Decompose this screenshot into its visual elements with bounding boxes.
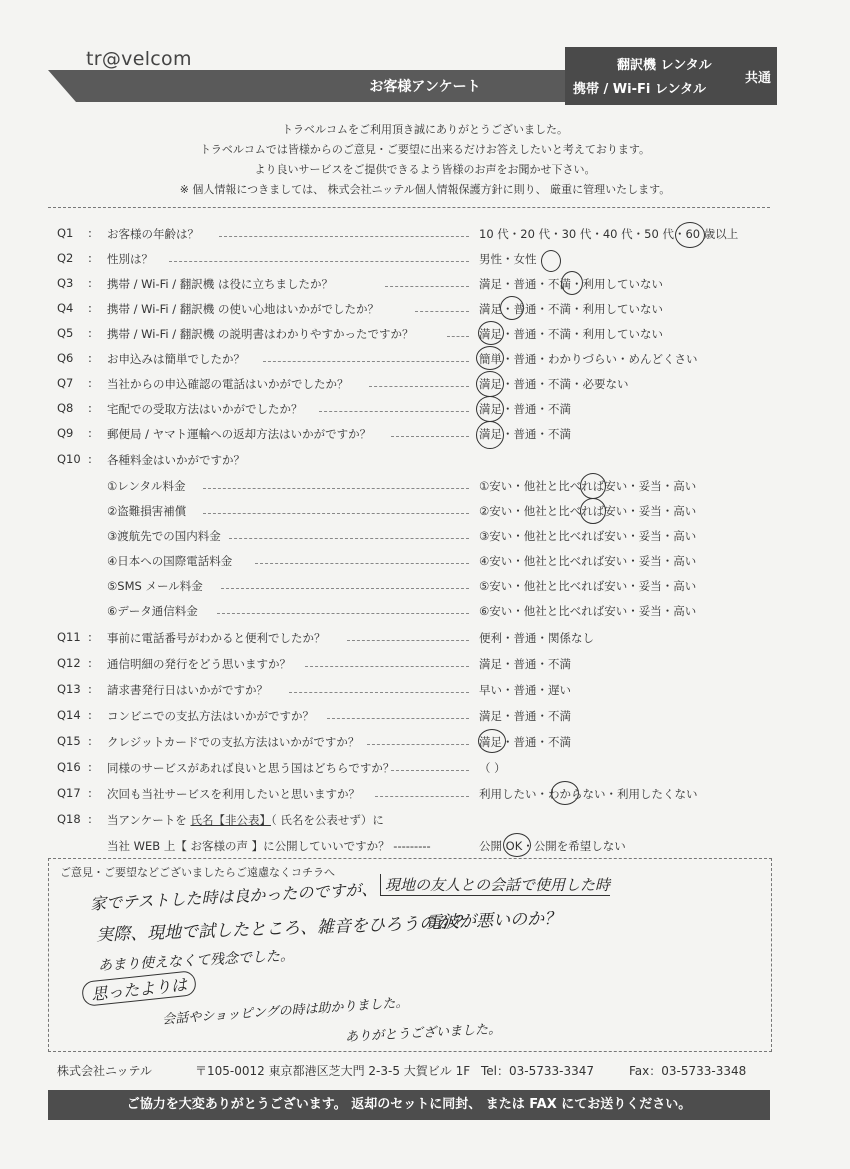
company-logo: tr@velcom — [86, 48, 192, 70]
answer-options[interactable]: 満足・普通・不満 — [479, 709, 571, 723]
answer-options[interactable]: 満足・普通・不満・利用していない — [479, 302, 663, 316]
handwritten-comment: 実際、現地で試したところ、雑音をひろうのか？ — [95, 912, 471, 946]
question-text: 当社からの申込確認の電話はいかがでしたか？ — [107, 377, 349, 391]
question-number: Q13 — [57, 682, 81, 696]
question-text: お申込みは簡単でしたか？ — [107, 352, 245, 366]
question-text: 次回も当社サービスを利用したいと思いますか？ — [107, 787, 360, 801]
handwritten-comment: 会話やショッピングの時は助かりました。 — [161, 995, 409, 1028]
intro-text — [0, 120, 850, 200]
comments-heading: ご意見・ご要望などございましたらご遠慮なくコチラへ — [60, 866, 335, 879]
answer-options[interactable]: 早い・普通・遅い — [479, 683, 571, 697]
question-text: 携帯 / Wi-Fi / 翻訳機 の使い心地はいかがでしたか？ — [107, 302, 379, 316]
intro-line: トラベルコムをご利用頂き誠にありがとうございました。 — [282, 123, 568, 136]
handwritten-comment: あまり使えなくて残念でした。 — [97, 947, 295, 975]
intro-line: より良いサービスをご提供できるよう皆様のお声をお聞かせ下さい。 — [254, 163, 596, 176]
handwritten-circle-mark — [541, 250, 561, 272]
question-text: 当社 WEB 上【 お客様の声 】に公開していいですか？ --------- — [107, 839, 431, 853]
question-text: 事前に電話番号がわかると便利でしたか？ — [107, 631, 326, 645]
question-text: コンビニでの支払方法はいかがですか？ — [107, 709, 314, 723]
question-number: Q2 — [57, 251, 74, 265]
answer-options[interactable]: ①安い・他社と比べれば安い・妥当・高い — [479, 479, 697, 493]
answer-options[interactable]: 満足・普通・不満・必要ない — [479, 377, 629, 391]
question-text: 同様のサービスがあれば良いと思う国はどちらですか？ — [107, 761, 395, 775]
badge-mobile-wifi-rental: 携帯 / Wi-Fi レンタル — [573, 82, 707, 97]
intro-line: ※ 個人情報につきましては、 株式会社ニッテル個人情報保護方針に則り、 厳重に管理いたします。 — [179, 183, 671, 196]
handwritten-comment: 家でテストした時は良かったのですが、 — [89, 879, 378, 914]
answer-options[interactable]: 10 代・20 代・30 代・40 代・50 代・60 歳以上 — [479, 227, 739, 241]
question-number: Q14 — [57, 708, 81, 722]
question-text: お客様の年齢は？ — [107, 227, 199, 241]
badge-translator-rental: 翻訳機 レンタル — [617, 58, 712, 73]
question-number: Q9 — [57, 426, 74, 440]
question-number: Q17 — [57, 786, 81, 800]
question-text — [107, 812, 384, 828]
question-text: 携帯 / Wi-Fi / 翻訳機 は役に立ちましたか？ — [107, 277, 333, 291]
answer-options[interactable]: 満足・普通・不満 — [479, 427, 571, 441]
answer-options[interactable]: 満足・普通・不満 — [479, 735, 571, 749]
answer-options[interactable]: 便利・普通・関係なし — [479, 631, 594, 645]
footer-company: 株式会社ニッテル — [57, 1064, 152, 1078]
question-number: Q1 — [57, 226, 74, 240]
answer-options[interactable]: 男性・女性 — [479, 252, 537, 266]
question-text: 通信明細の発行をどう思いますか？ — [107, 657, 291, 671]
page-title: お客様アンケート — [369, 79, 481, 95]
answer-options[interactable]: 満足・普通・不満 — [479, 657, 571, 671]
handwritten-comment: 思ったよりは — [81, 970, 197, 1007]
q10-item-label: ④日本への国際電話料金 — [107, 554, 233, 568]
q10-item-label: ①レンタル料金 — [107, 479, 186, 493]
badge-common: 共通 — [744, 71, 771, 86]
question-number: Q11 — [57, 630, 81, 644]
q10-item-label: ③渡航先での国内料金 — [107, 529, 221, 543]
question-number: Q16 — [57, 760, 81, 774]
question-number: Q5 — [57, 326, 74, 340]
question-number: Q18 — [57, 812, 81, 826]
handwritten-comment: 現地の友人との会話で使用した時 — [380, 874, 610, 896]
answer-options[interactable]: 満足・普通・不満 — [479, 402, 571, 416]
answer-options[interactable]: ⑥安い・他社と比べれば安い・妥当・高い — [479, 604, 697, 618]
handwritten-comment: 電波が悪いのか？ — [424, 908, 562, 934]
question-text: 宅配での受取方法はいかがでしたか？ — [107, 402, 303, 416]
question-text: 携帯 / Wi-Fi / 翻訳機 の説明書はわかりやすかったですか？ — [107, 327, 414, 341]
question-number: Q10 — [57, 452, 81, 466]
footer-fax: Fax：03-5733-3348 — [629, 1064, 747, 1078]
answer-options[interactable]: ③安い・他社と比べれば安い・妥当・高い — [479, 529, 697, 543]
question-number: Q12 — [57, 656, 81, 670]
question-number: Q8 — [57, 401, 74, 415]
answer-options[interactable]: 公開 OK・公開を希望しない — [479, 839, 626, 853]
question-text: クレジットカードでの支払方法はいかがですか？ — [107, 735, 360, 749]
question-number: Q4 — [57, 301, 74, 315]
q18-name-private: 氏名【非公表】 — [190, 813, 271, 827]
answer-options[interactable]: 満足・普通・不満・利用していない — [479, 277, 663, 291]
question-text: 郵便局 / ヤマト運輸への返却方法はいかがですか？ — [107, 427, 372, 441]
question-text: 請求書発行日はいかがですか？ — [107, 683, 268, 697]
intro-line: トラベルコムでは皆様からのご意見・ご要望に出来るだけお答えしたいと考えております。 — [199, 143, 651, 156]
q18-suffix: （ 氏名を公表せず）に — [270, 813, 384, 827]
q10-item-label: ⑥データ通信料金 — [107, 604, 198, 618]
answer-options[interactable]: （ ） — [479, 761, 506, 775]
q10-item-label: ②盗難損害補償 — [107, 504, 187, 518]
answer-options[interactable]: ②安い・他社と比べれば安い・妥当・高い — [479, 504, 697, 518]
q18-prefix: 当アンケートを — [107, 813, 187, 827]
question-text: 性別は？ — [107, 252, 153, 266]
answer-options[interactable]: ④安い・他社と比べれば安い・妥当・高い — [479, 554, 697, 568]
footer-address: 〒105-0012 東京都港区芝大門 2-3-5 大賀ビル 1F — [195, 1064, 471, 1078]
question-number: Q7 — [57, 376, 74, 390]
answer-options[interactable]: 利用したい・わからない・利用したくない — [479, 787, 698, 801]
bottom-banner: ご協力を大変ありがとうございます。 返却のセットに同封、 または FAX にてお送りください。 — [48, 1090, 770, 1120]
question-text: 各種料金はいかがですか？ — [107, 453, 245, 467]
q10-item-label: ⑤SMS メール料金 — [107, 579, 203, 593]
question-number: Q6 — [57, 351, 74, 365]
question-number: Q15 — [57, 734, 81, 748]
question-number: Q3 — [57, 276, 74, 290]
service-badge — [565, 47, 777, 105]
answer-options[interactable]: 簡単・普通・わかりづらい・めんどくさい — [479, 352, 698, 366]
footer-tel: Tel：03-5733-3347 — [481, 1064, 595, 1078]
answer-options[interactable]: 満足・普通・不満・利用していない — [479, 327, 663, 341]
divider — [48, 207, 770, 208]
handwritten-comment: ありがとうございました。 — [344, 1021, 502, 1046]
answer-options[interactable]: ⑤安い・他社と比べれば安い・妥当・高い — [479, 579, 697, 593]
